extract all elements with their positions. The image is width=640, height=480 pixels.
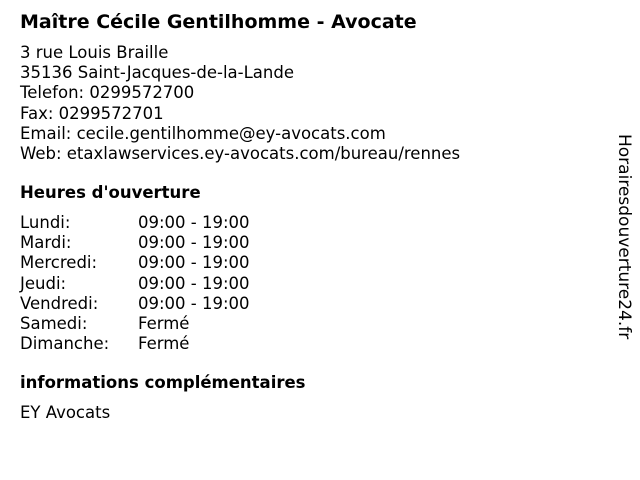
additional-info-text: EY Avocats xyxy=(20,403,111,422)
hours-value: 09:00 - 19:00 xyxy=(138,293,250,313)
page-title: Maître Cécile Gentilhomme - Avocate xyxy=(20,11,417,33)
day-label: Jeudi: xyxy=(20,273,67,293)
hours-row-saturday xyxy=(20,314,320,334)
website-url: Web: etaxlawservices.ey-avocats.com/bureau/rennes xyxy=(20,143,461,163)
opening-hours-heading: Heures d'ouverture xyxy=(20,183,201,202)
hours-row-thursday xyxy=(20,274,320,294)
day-label: Dimanche: xyxy=(20,334,110,354)
phone-number: Telefon: 0299572700 xyxy=(20,83,195,103)
hours-row-sunday xyxy=(20,334,320,354)
address-street: 3 rue Louis Braille xyxy=(20,43,169,62)
hours-value: 09:00 - 19:00 xyxy=(138,253,250,273)
hours-value: Fermé xyxy=(138,334,190,354)
additional-info-heading: informations complémentaires xyxy=(20,373,306,392)
fax-number: Fax: 0299572701 xyxy=(20,103,164,123)
day-label: Mardi: xyxy=(20,233,72,253)
email-address: Email: cecile.gentilhomme@ey-avocats.com xyxy=(20,123,386,143)
hours-value: 09:00 - 19:00 xyxy=(138,213,250,232)
day-label: Vendredi: xyxy=(20,293,99,313)
opening-hours-table xyxy=(20,213,320,354)
site-watermark: Horairesdouverture24.fr xyxy=(614,134,634,340)
hours-row-friday xyxy=(20,294,320,314)
hours-row-tuesday xyxy=(20,233,320,253)
hours-value: 09:00 - 19:00 xyxy=(138,273,250,293)
hours-value: 09:00 - 19:00 xyxy=(138,233,250,253)
address-city: 35136 Saint-Jacques-de-la-Lande xyxy=(20,63,294,83)
contact-block xyxy=(20,43,460,164)
day-label: Mercredi: xyxy=(20,253,98,273)
hours-row-monday xyxy=(20,213,320,233)
hours-row-wednesday xyxy=(20,253,320,273)
hours-value: Fermé xyxy=(138,313,190,333)
day-label: Lundi: xyxy=(20,213,71,232)
day-label: Samedi: xyxy=(20,313,88,333)
